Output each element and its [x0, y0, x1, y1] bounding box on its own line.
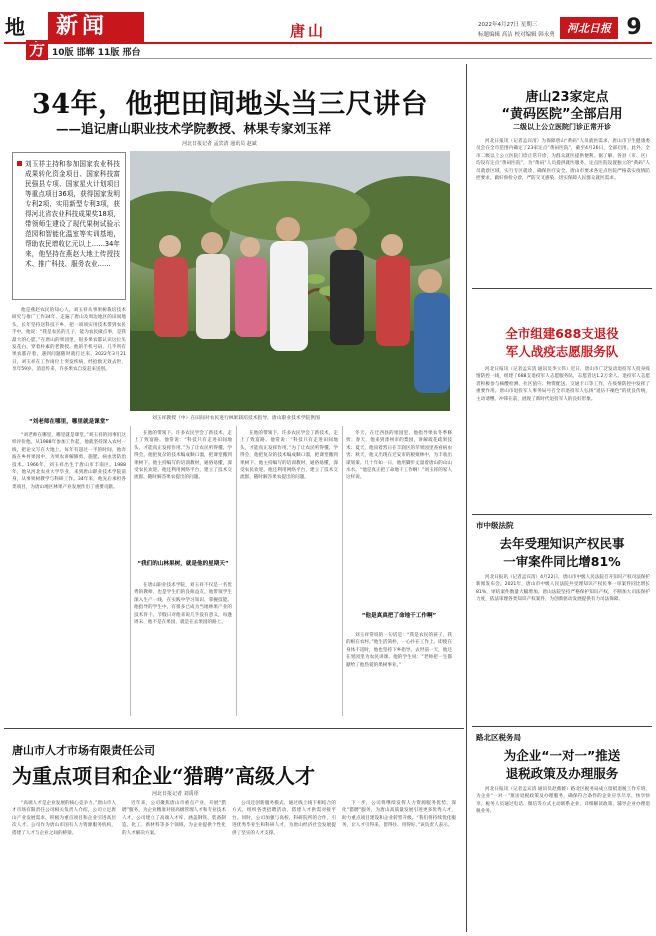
- hospital-body-text: 河北日报讯（记者孟宾清）为保障唐山“黄码”人员就医需求，唐山市卫生健康委员会在全市范围内确定了23家定点“黄码医院”，截至4月26日，全部启用。此外，全市二级以上公立医院门诊正常开诊，为群众就医提供便利。据了解，各县（市、区）均设有定点“黄码医院”，为“黄码”人员提供就医服务。定点医院设置独立的“黄码”人员就诊区域，实行专区就诊，确保医疗安全。唐山市要求各定点医院严格落实疫情防控要求，做好预检分诊，严防交叉感染，切实保障人民群众就医需求。: [476, 139, 650, 182]
- date-line: 2022年4月27日 星期三: [478, 22, 538, 28]
- paper-logo: [560, 17, 618, 39]
- tax-headline-1: 为企业“一对一”推送: [503, 748, 621, 763]
- lead-body-mid-2: [134, 582, 232, 717]
- court-headline-1: 去年受理知识产权民事: [499, 536, 625, 551]
- tax-body-text: 河北日报讯（记者孟宾清 通讯员赵薇薇）路北区税务局成立留抵退税工作专班，为企业“一对一”推送退税政策及办理服务，确保符合条件的企业应享尽享、快享快享。税务人员通过电话、微信等方式主动联系企业，详细解读政策，辅导企业办理退税业务。: [476, 787, 650, 815]
- section-title: 新闻: [56, 14, 109, 39]
- talent-headline: 为重点项目和企业“猎聘”高级人才: [12, 764, 316, 788]
- masthead: [0, 0, 656, 60]
- talent-body-1: [12, 800, 116, 930]
- lead-photo: [130, 151, 450, 411]
- photo-caption: 刘玉祥教授（中）在田间对农民进行林果栽培技术指导。唐山职业技术学院供图: [152, 416, 320, 421]
- lead-summary: 刘玉祥主持和参加国家农业科技成果转化资金项目、国家科技富民强县专项、国家星火计划项目等重点项目36项，获得国家发明专利2项、实用新型专利3项，获得河北省农业科技成果奖18项，带领师生建设了现代果树试验示范园和智能化温室等实训基地，帮助农民增收亿元以上……34年来，他坚持在燕赵大地上传授技术、推广科技、服务农业……: [25, 160, 120, 268]
- volunteers-body: [476, 366, 650, 508]
- volunteers-body-text: 河北日报讯（记者孟宾清 通讯员李立伟）近日，唐山市广泛发动退役军人投身疫情防控一线，组建了688支退役军人志愿服务队，志愿者达1.2万余人。退役军人志愿者积极参与核酸检测、社区值守、物资配送、交通卡口等工作，在疫情防控中发挥了重要作用。唐山市退役军人事务局号召全市退役军人弘扬“退伍不褪色”的优良传统，主动请缨、冲锋在前，展现了新时代退役军人的良好形象。: [476, 367, 650, 402]
- editions-line: 10版 邯郸 11版 邢台: [52, 48, 141, 58]
- right-story-tax: [472, 728, 652, 932]
- lead-body-right-col-2: [346, 632, 452, 717]
- talent-body-3-text: 公司还创新服务模式，通过线上线下相结合的方式，组织各类招聘活动，搭建人才供需对接平台。同时，公司加强与高校、科研院所的合作，引进优秀毕业生和科研人才，为唐山经济社会发展提供了坚实的人才支撑。: [232, 801, 336, 836]
- lead-body-right-col-2-text: 刘玉祥常说的一句话是：“我是农民的孩子，我的根在农村。”他生活简朴，一心扑在工作上。即使在身体不适时，他也坚持下乡指导。去世前一天，他还在果园里为农民讲课。他的学生说：“老师把一生都献给了他热爱的果树事业。”: [346, 633, 452, 668]
- talent-body-1-text: “高端人才是企业发展的核心竞争力。”唐山市人才市场有限责任公司相关负责人介绍，公司立足唐山产业发展需求，积极为重点项目和企业引进高层次人才。公司作为唐山市国有人力资源服务机构，搭建了人才与企业之间的桥梁。: [12, 801, 116, 836]
- orchard-scene: [130, 151, 450, 411]
- lead-subheadline: ——追记唐山职业技术学院教授、林果专家刘玉祥: [56, 121, 332, 136]
- court-kicker: 市中级法院: [476, 521, 514, 530]
- right-story-volunteers: [472, 292, 652, 512]
- hospital-body: [476, 138, 650, 284]
- talent-body-2: [122, 800, 226, 930]
- talent-body-2-text: 近年来，公司聚焦唐山市重点产业，开展“猎聘”服务，为企业精准对接高级管理人才和专业技术人才。公司建立了高端人才库，涵盖钢铁、装备制造、化工、新材料等多个领域，为企业提供个性化的人才解决方案。: [122, 801, 226, 836]
- volunteers-headline-2: 军人战疫志愿服务队: [505, 344, 619, 359]
- lead-summary-box: [12, 152, 126, 300]
- page-number: 9: [626, 15, 642, 40]
- lead-body-left: [12, 307, 126, 415]
- hospital-headline-2: “黄码医院”全部启用: [501, 107, 623, 122]
- lead-byline: 河北日报记者 孟宾清 通讯员 赵斌: [182, 141, 257, 147]
- lead-body-midright-text: 在他的带领下，许多农民学会了新技术，走上了致富路。他常说：“科技只有走进田间地头，才能真正发挥作用。”为了让农民听得懂、学得会，他把复杂的技术编成顺口溜，把课堂搬到果树下。他主持编写的培训教材，通俗易懂，深受农民欢迎。他还利用网络平台，建立了技术交流群，随时解答果农提出的问题。: [240, 431, 338, 481]
- tax-kicker: 路北区税务局: [476, 733, 521, 742]
- lead-body-mid-text: 在他的带领下，许多农民学会了新技术，走上了致富路。他常说：“科技只有走进田间地头，才能真正发挥作用。”为了让农民听得懂、学得会，他把复杂的技术编成顺口溜，把课堂搬到果树下。他主持编写的培训教材，通俗易懂，深受农民欢迎。他还利用网络平台，建立了技术交流群，随时解答果农提出的问题。: [134, 431, 232, 481]
- summary-marker: [17, 161, 22, 166]
- tax-body: [476, 786, 650, 930]
- lead-story: [4, 60, 464, 730]
- right-story-court: [472, 516, 652, 716]
- lead-body-left-2-text: “刘老师在哪里，哪里就是课堂。”刘玉祥的同事们这样评价他。从1988年参加工作起，他就坚持深入农村一线，把论文写在大地上。每年有超过一半的时间，他奔波在乡村果园中，为果农讲解修剪、施肥、病虫害防治技术。1966年，刘玉祥出生于唐山市丰南区。1988年，他从河北农业大学毕业，来到唐山职业技术学院前身，从事果树教学与科研工作。34年来，他先后承担各类项目，为唐山地区林果产业发展作出了重要贡献。: [12, 433, 126, 490]
- hospital-subheadline: 二级以上公立医院门诊正常开诊: [513, 123, 611, 131]
- bottom-story-talent: [4, 730, 464, 932]
- tax-headline-2: 退税政策及办理服务: [505, 766, 619, 781]
- talent-byline: 河北日报记者 刘禹彤: [152, 791, 199, 797]
- lead-headline: 34年，他把田间地头当三尺讲台: [32, 89, 429, 120]
- editor-line: 标题编辑 高洁 校对编辑 韩永勇: [478, 32, 555, 38]
- talent-body-3: [232, 800, 336, 930]
- lead-body-mid: [134, 430, 232, 558]
- paper-name: 河北日报: [567, 22, 611, 35]
- lead-body-right-col: [346, 430, 452, 610]
- lead-body-left-text: 他是燕赵农民的知心人。刘玉祥从事果树栽培技术研究与推广工作34年，走遍了唐山及周边地区的田间地头，长年坚持送科技下乡，把一项项实用技术带到农民手中。他说：“我是农民的儿子，能为农民做点事，是我最大的心愿。”在唐山的果园里，很多果农都认识这位头发花白、穿着朴素的老教授。他的手机号码，几乎所有果农都存着，遇到问题随时就打过来。2022年3月21日，刘玉祥在工作岗位上突发疾病，经抢救无效去世，享年59岁。消息传来，许多果农自发赶来送别。: [12, 308, 126, 373]
- lead-subhead-1: “刘老师在哪里，哪里就是课堂”: [28, 419, 110, 425]
- talent-body-4-text: 下一步，公司将继续发挥人力资源服务优势，深化“猎聘”服务，为唐山高质量发展引进更多优秀人才，助力重点项目建设和企业转型升级。“我们将持续优化服务，让人才引得来、留得住、用得好。”该负责人表示。: [342, 801, 456, 829]
- lead-subhead-2: “我们的山林果树，就是他的星期天”: [137, 561, 229, 567]
- hospital-headline-1: 唐山23家定点: [525, 90, 609, 105]
- court-headline-2: 一审案件同比增81%: [503, 554, 621, 569]
- section-char-top: 地: [5, 15, 25, 39]
- section-char-bottom: 方: [26, 40, 48, 60]
- lead-subhead-3: “他是真真把了命地干工作啊”: [361, 613, 437, 619]
- right-story-hospital: [472, 62, 652, 286]
- lead-body-mid-2-text: 在唐山职业技术学院，刘玉祥不仅是一名优秀的教师，也是学生们的良师益友。他带领学生深入生产一线，在实践中学习知识、掌握技能。他指导的学生中，有很多已成为当地林果产业的技术骨干。节假日对他来说几乎没有意义，每逢周末，他不是在果园，就是在去果园的路上。: [134, 583, 232, 626]
- main-column-rule: [466, 64, 467, 932]
- volunteers-headline-1: 全市组建688支退役: [505, 326, 619, 341]
- court-body-text: 河北日报讯（记者孟宾清）4月22日，唐山市中级人民法院召开知识产权司法保护新闻发布会。2021年，唐山市中级人民法院共受理知识产权民事一审案件同比增长81%，审结案件数量大幅增加。唐山法院坚持严格保护知识产权，不断加大司法保护力度，依法审理各类知识产权案件，为创新驱动发展提供有力司法保障。: [476, 575, 650, 603]
- lead-body-midright: [240, 430, 338, 717]
- lead-body-right-col-text: 冬天，在迁西县的果园里，他指导果农冬季修剪；春天，他来到滦州市的梨园，讲解疏花疏果技术；夏天，他顶着烈日在丰润区的苹果园里查看病虫害；秋天，他又出现在迁安市的板栗林中，为丰收出谋划策。几十年如一日，他用脚步丈量着唐山的山山水水。“他是真正把了命地干工作啊！”刘玉祥的家人这样说。: [346, 431, 452, 481]
- talent-kicker: 唐山市人才市场有限责任公司: [12, 744, 155, 757]
- region-name: 唐山: [290, 22, 327, 40]
- court-body: [476, 574, 650, 714]
- lead-body-left-2: [12, 432, 126, 717]
- talent-body-4: [342, 800, 456, 930]
